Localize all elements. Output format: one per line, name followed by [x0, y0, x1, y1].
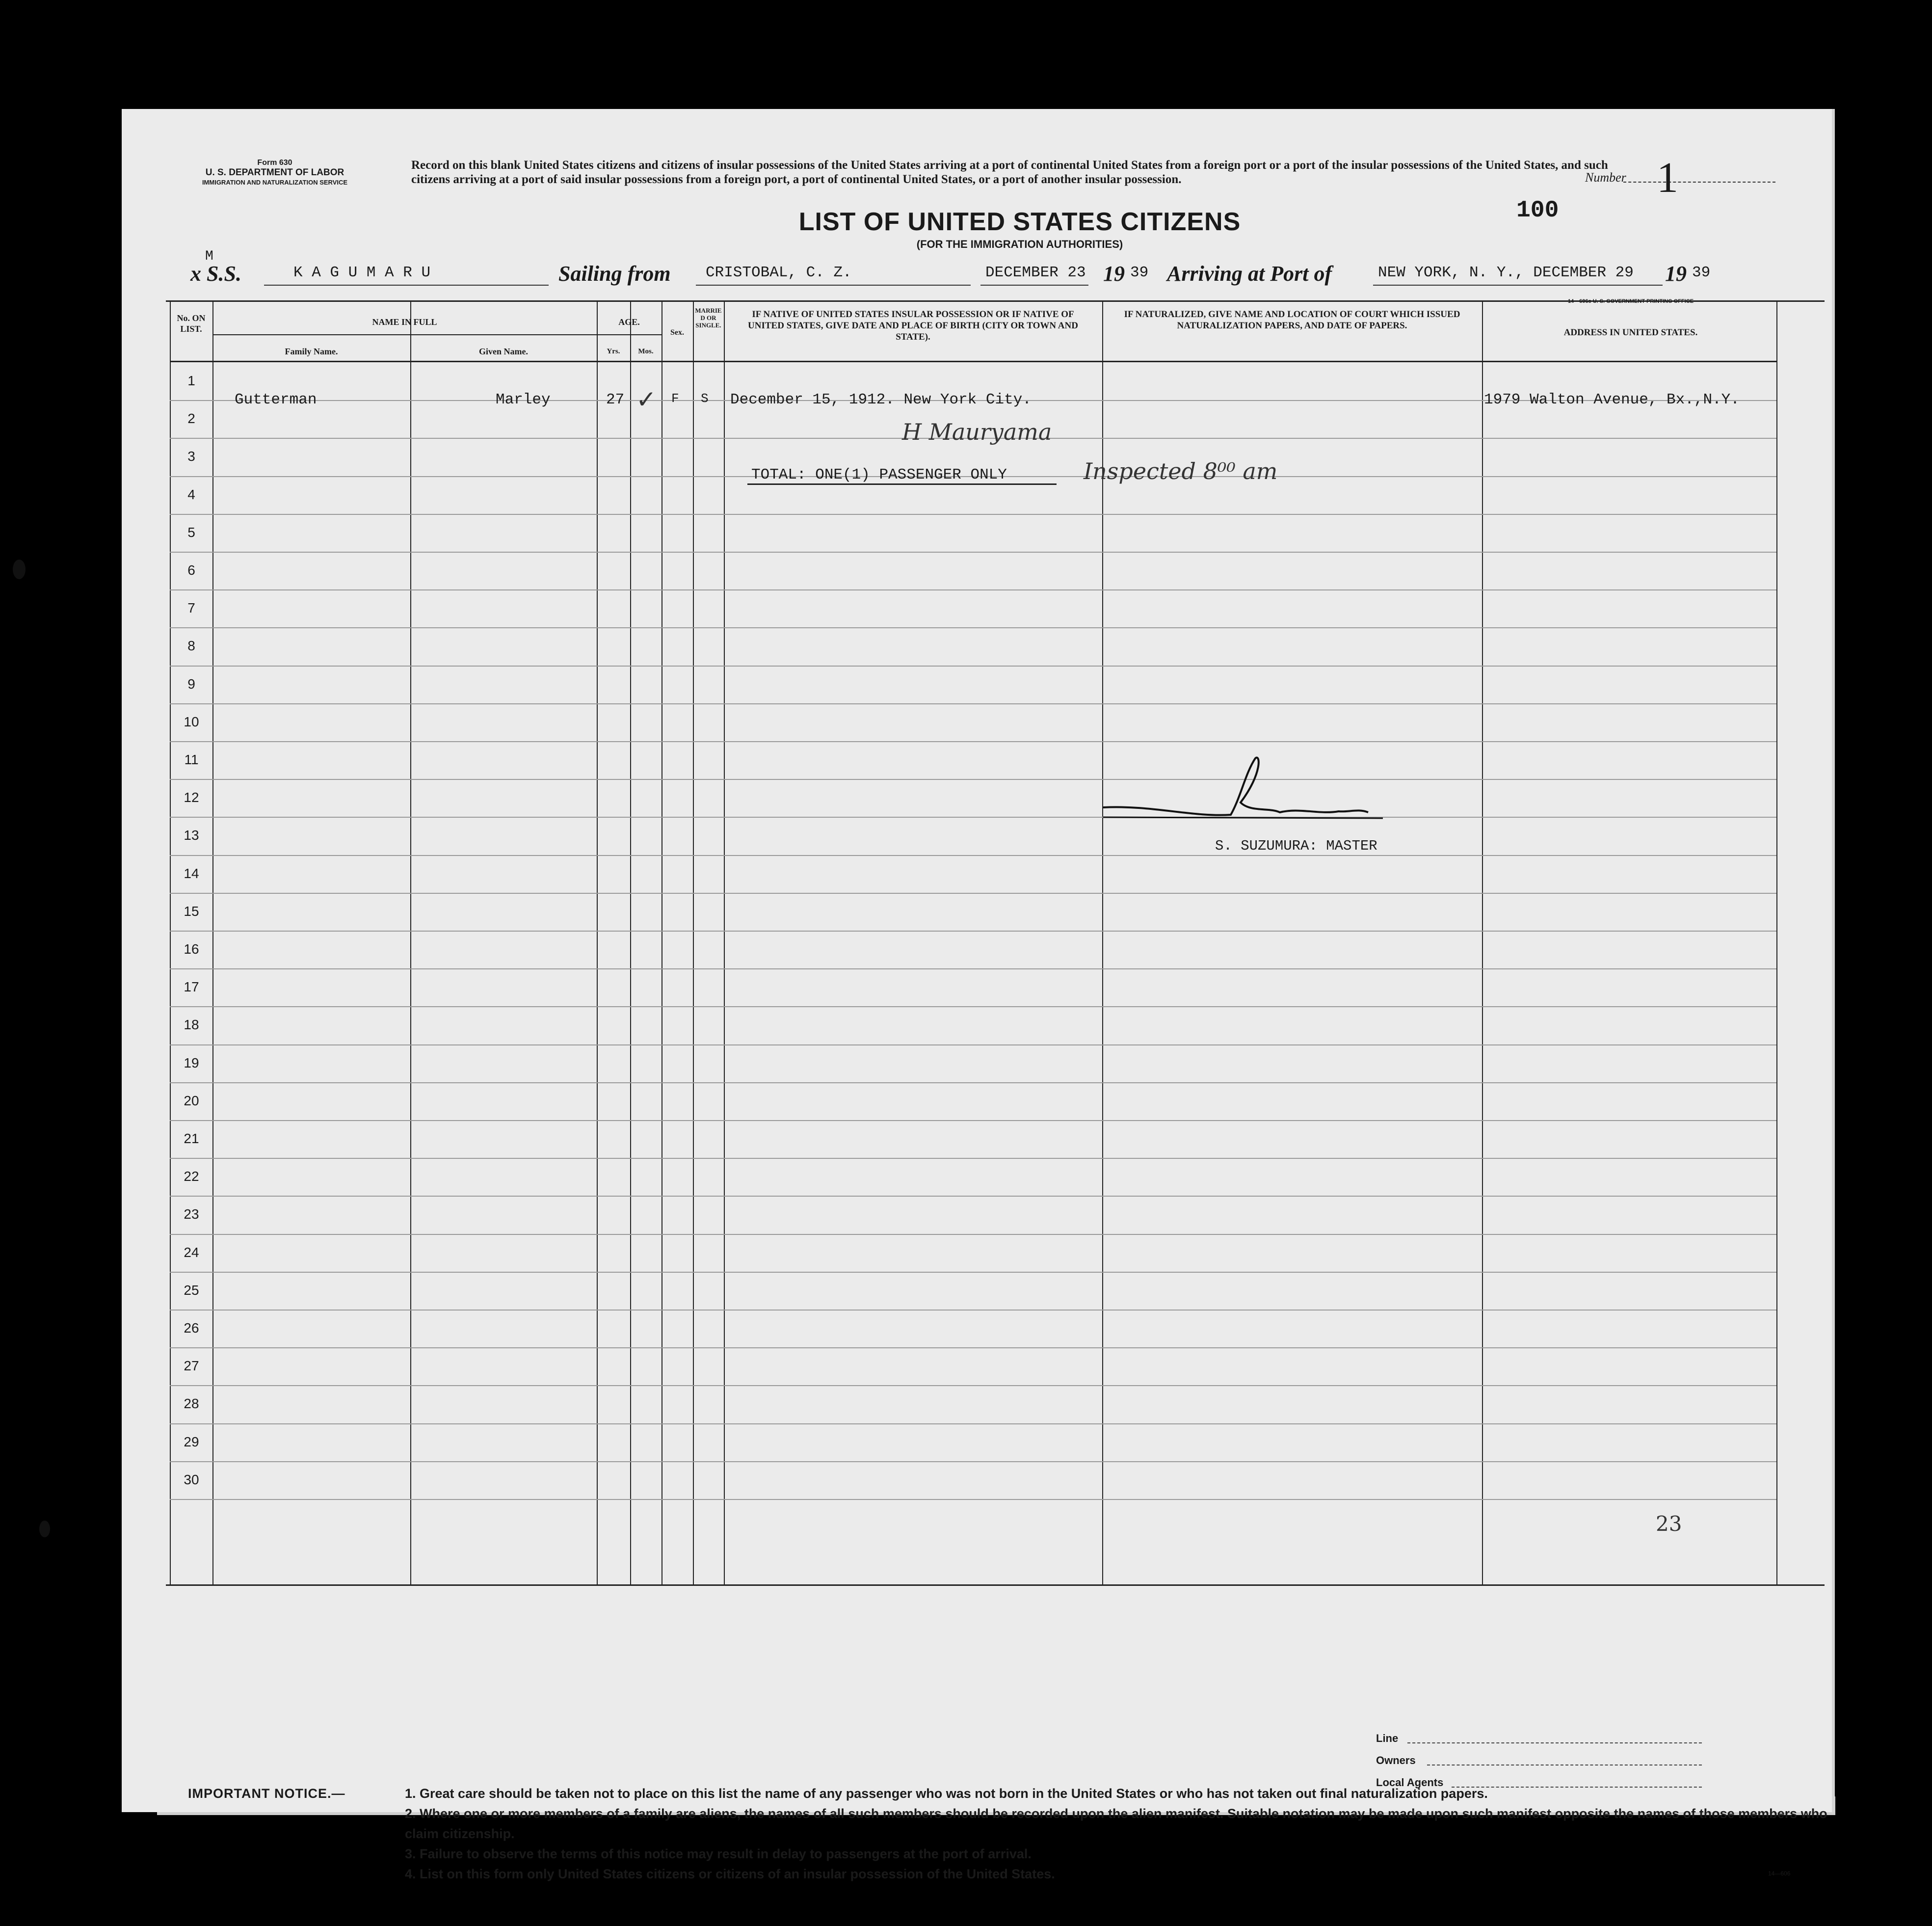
row-rule: [170, 1234, 1776, 1235]
header-mos: Mos.: [638, 348, 654, 355]
footer-area: [122, 1586, 1832, 1802]
row-number: 17: [184, 979, 199, 995]
form-identifier: [177, 158, 373, 187]
row-number: 14: [184, 865, 199, 881]
row-rule: [170, 741, 1776, 742]
row-number: 5: [187, 524, 195, 540]
column-divider: [724, 302, 725, 1584]
row-rule: [170, 1499, 1776, 1500]
row-rule: [170, 1120, 1776, 1121]
row-rule: [170, 855, 1776, 856]
row-number: 30: [184, 1471, 199, 1487]
row-rule: [170, 968, 1776, 969]
row-number: 16: [184, 941, 199, 957]
handwritten-name: H Mauryama: [902, 419, 1052, 445]
master-signature-icon: [1093, 744, 1388, 842]
column-divider: [1776, 302, 1777, 1584]
row-rule: [170, 1310, 1776, 1311]
header-bottom-rule: [170, 361, 1776, 362]
header-sex: Sex.: [670, 328, 684, 337]
column-divider: [410, 302, 411, 1584]
sex-cell: F: [671, 391, 679, 406]
header-native: IF NATIVE OF UNITED STATES INSULAR POSSESSION OR IF NATIVE OF UNITED STATES, GIVE DATE AND PLACE OF BIRTH (CITY OR TOWN AND STATE).: [748, 309, 1078, 342]
header-subdivider: [597, 334, 662, 335]
column-divider: [1102, 302, 1103, 1584]
row-rule: [170, 779, 1776, 780]
row-number: 27: [184, 1358, 199, 1374]
row-rule: [170, 1347, 1776, 1348]
signatory-name: S. SUZUMURA: MASTER: [1215, 838, 1377, 854]
footer-code: 14—606: [1768, 1870, 1791, 1877]
notice-item: 1. Great care should be taken not to place on this list the name of any passenger who was not born in the United States or who has not taken out final naturalization papers.: [405, 1786, 1488, 1801]
arriving-label: Arriving at Port of: [1167, 262, 1332, 286]
row-number: 21: [184, 1131, 199, 1146]
row-number: 25: [184, 1282, 199, 1298]
row-rule: [170, 703, 1776, 704]
arrival-underline: [1373, 285, 1663, 286]
line-field: [1407, 1742, 1702, 1743]
header-yrs: Yrs.: [607, 348, 620, 355]
check-mark: ✓: [636, 385, 657, 414]
sailing-from-label: Sailing from: [558, 262, 671, 286]
number-line: [1623, 182, 1775, 183]
owners-label: Owners: [1376, 1754, 1416, 1766]
header-name-in-full: NAME IN FULL: [372, 317, 437, 327]
row-number: 20: [184, 1093, 199, 1108]
row-number: 22: [184, 1169, 199, 1184]
owners-field: [1427, 1765, 1702, 1766]
column-divider: [693, 302, 694, 1584]
sailing-from-value: CRISTOBAL, C. Z.: [706, 264, 852, 281]
year-label-1: 19: [1103, 262, 1125, 286]
punch-hole: [13, 560, 26, 579]
line-label: Line: [1376, 1732, 1399, 1744]
marital-cell: S: [701, 391, 709, 406]
vessel-name: K A G U M A R U: [293, 264, 431, 281]
header-subdivider: [212, 334, 597, 335]
column-divider: [170, 302, 171, 1584]
column-divider: [630, 302, 631, 1584]
passenger-table: [166, 300, 1825, 1586]
punch-hole: [39, 1521, 50, 1537]
handwritten-inspection: Inspected 8⁰⁰ am: [1084, 458, 1278, 484]
arrival-port-date: NEW YORK, N. Y., DECEMBER 29: [1378, 264, 1634, 281]
local-agents-label: Local Agents: [1376, 1776, 1444, 1789]
row-number: 6: [187, 562, 195, 578]
header-address: ADDRESS IN UNITED STATES.: [1563, 327, 1698, 338]
row-rule: [170, 817, 1776, 818]
year-label-2: 19: [1665, 262, 1687, 286]
row-rule: [170, 666, 1776, 667]
stamp-number: 100: [1516, 197, 1559, 224]
row-number: 19: [184, 1055, 199, 1070]
departure-date: DECEMBER 23: [985, 264, 1086, 281]
header-age: AGE.: [618, 317, 640, 327]
manifest-page: [122, 109, 1835, 1881]
row-number: 13: [184, 828, 199, 843]
service-name: IMMIGRATION AND NATURALIZATION SERVICE: [202, 179, 348, 186]
sailing-underline: [696, 285, 971, 286]
column-divider: [597, 302, 598, 1584]
row-number: 11: [184, 752, 199, 767]
row-rule: [170, 1006, 1776, 1007]
department-name: U. S. DEPARTMENT OF LABOR: [205, 167, 344, 178]
row-rule: [170, 1044, 1776, 1045]
row-number: 3: [187, 449, 195, 464]
column-divider: [1482, 302, 1483, 1584]
row-rule: [170, 931, 1776, 932]
row-rule: [170, 1423, 1776, 1424]
page-title: LIST OF UNITED STATES CITIZENS: [798, 208, 1241, 236]
form-number: Form 630: [257, 159, 292, 167]
year-2: 39: [1692, 264, 1711, 281]
row-number: 10: [184, 714, 199, 729]
row-number: 2: [187, 411, 195, 427]
gpo-note: 14—606c U. S. GOVERNMENT PRINTING OFFICE: [1567, 298, 1694, 304]
vessel-prefix: x S.S.: [190, 262, 241, 286]
column-divider: [212, 302, 213, 1584]
total-underline: [747, 483, 1057, 485]
row-number: 8: [187, 638, 195, 654]
notice-item: 4. List on this form only United States citizens or citizens of an insular possession of the United States.: [405, 1867, 1055, 1881]
row-rule: [170, 1461, 1776, 1462]
row-number: 4: [187, 486, 195, 502]
header-family-name: Family Name.: [285, 347, 338, 356]
row-number: 7: [187, 600, 195, 616]
vessel-prefix-mark: M: [205, 249, 213, 264]
header-given-name: Given Name.: [479, 347, 528, 356]
row-number: 15: [184, 903, 199, 919]
header-naturalized: IF NATURALIZED, GIVE NAME AND LOCATION OF COURT WHICH ISSUED NATURALIZATION PAPERS, AND DATE OF PAPERS.: [1124, 309, 1460, 331]
age-years-cell: 27: [606, 391, 625, 408]
form-instructions: Record on this blank United States citizens and citizens of insular possessions of the United States arriving at a port of continental United States from a foreign port or a port of the insular possessions of the United States, and such citizens arriving at a port of said insular possessions from a foreign port, a port of continental United States, or a port of another insular possession.: [411, 159, 1608, 186]
notice-item: 3. Failure to observe the terms of this notice may result in delay to passengers at the port of arrival.: [405, 1846, 1032, 1861]
number-label: Number: [1585, 170, 1626, 185]
row-number: 18: [184, 1017, 199, 1033]
row-number: 1: [187, 373, 195, 388]
row-rule: [170, 893, 1776, 894]
row-number: 9: [187, 676, 195, 692]
number-value: 1: [1657, 154, 1678, 202]
address-cell: 1979 Walton Avenue, Bx.,N.Y.: [1484, 391, 1740, 408]
row-rule: [170, 627, 1776, 628]
row-number: 29: [184, 1434, 199, 1449]
row-rule: [170, 514, 1776, 515]
year-1: 39: [1130, 264, 1149, 281]
row-rule: [170, 1158, 1776, 1159]
row-rule: [170, 589, 1776, 590]
row-rule: [170, 1272, 1776, 1273]
notice-lead: IMPORTANT NOTICE.—: [188, 1786, 345, 1801]
voyage-line: [151, 256, 1859, 295]
birth-cell: December 15, 1912. New York City.: [730, 391, 1032, 408]
given-name-cell: Marley: [496, 391, 551, 408]
vessel-underline: [264, 285, 549, 286]
row-number: 26: [184, 1320, 199, 1336]
family-name-cell: Gutterman: [235, 391, 317, 408]
row-number: 23: [184, 1206, 199, 1222]
row-rule: [170, 1385, 1776, 1386]
row-rule: [170, 1196, 1776, 1197]
row-number: 24: [184, 1244, 199, 1260]
header-married-single: MARRIED OR SINGLE.: [695, 307, 722, 329]
date-underline: [980, 285, 1088, 286]
important-notice: [188, 1784, 1827, 1911]
row-number: 28: [184, 1396, 199, 1412]
row-number: 12: [184, 790, 199, 805]
row-rule: [170, 552, 1776, 553]
page-note: 23: [1656, 1512, 1682, 1536]
row-rule: [170, 1082, 1776, 1083]
header-no-on-list: No. ON LIST.: [177, 313, 206, 334]
total-line: TOTAL: ONE(1) PASSENGER ONLY: [751, 466, 1007, 483]
page-subtitle: (FOR THE IMMIGRATION AUTHORITIES): [916, 238, 1123, 250]
notice-item: 2. Where one or more members of a family are aliens, the names of all such members should be recorded upon the alien manifest. Suitable notation may be made upon such manifest opposite the names of those members who claim citizenship.: [405, 1806, 1827, 1841]
